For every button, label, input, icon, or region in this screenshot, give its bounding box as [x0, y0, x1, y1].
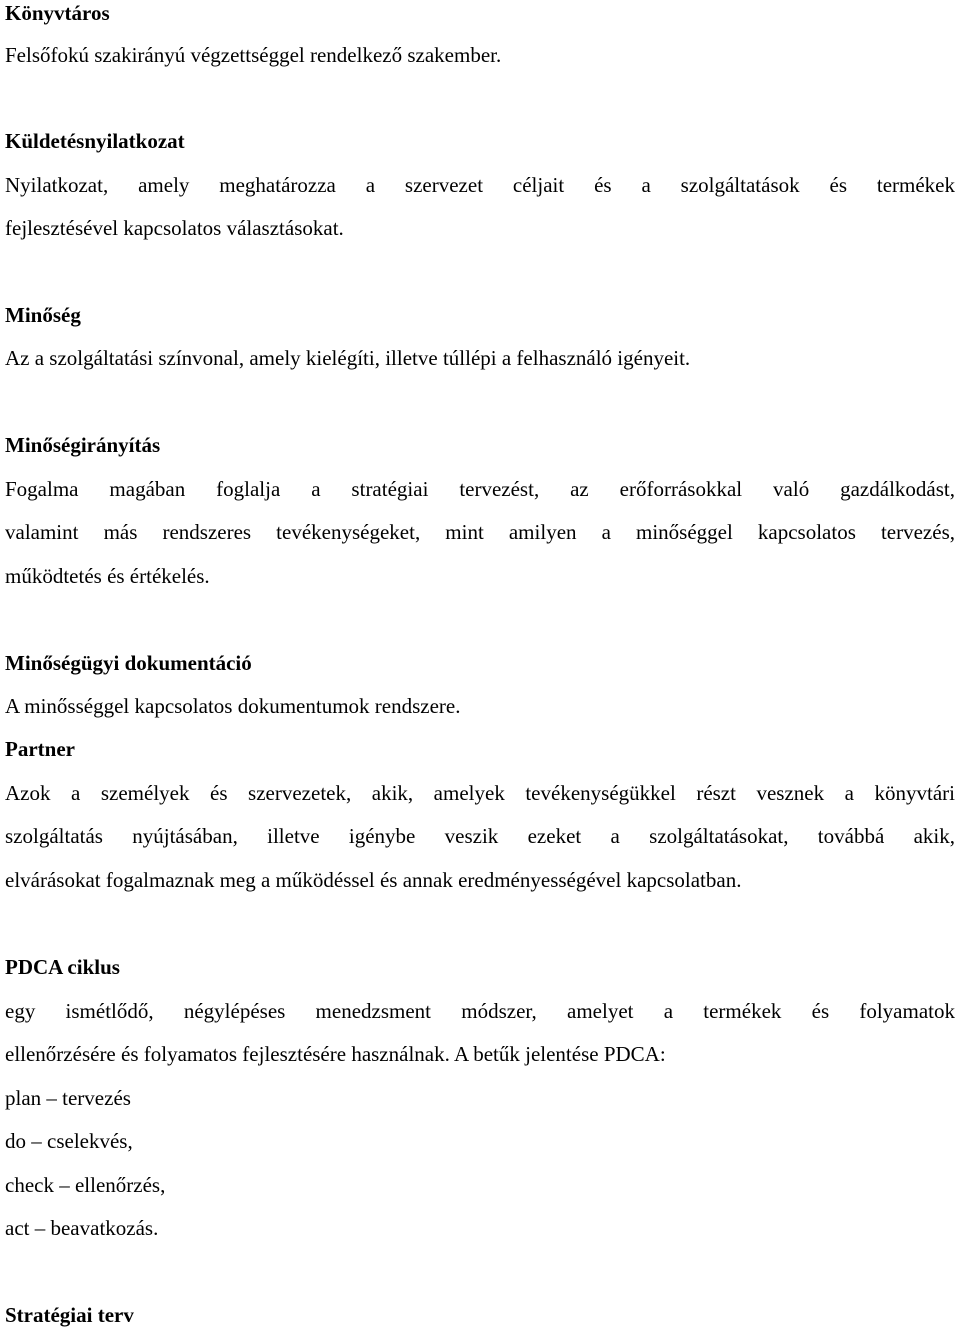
term-strategiai-terv: Stratégiai terv [5, 1303, 134, 1327]
definition-line: fejlesztésével kapcsolatos választásokat. [5, 216, 344, 240]
definition-line: működtetés és értékelés. [5, 564, 210, 588]
pdca-item-act: act – beavatkozás. [5, 1216, 159, 1240]
definition-line: valamint más rendszeres tevékenységeket, mint amilyen a minőséggel kapcsolatos tervezés, [5, 520, 955, 544]
definition-line: ellenőrzésére és folyamatos fejlesztésére használnak. A betűk jelentése PDCA: [5, 1042, 666, 1066]
term-minosegiranyitas: Minőségirányítás [5, 433, 161, 457]
term-kuldetesnyilatkozat: Küldetésnyilatkozat [5, 129, 185, 153]
term-minosegugyi-dokumentacio: Minőségügyi dokumentáció [5, 651, 252, 675]
definition-line: Felsőfokú szakirányú végzettséggel rendelkező szakember. [5, 43, 502, 67]
definition-line: Nyilatkozat, amely meghatározza a szervezet céljait és a szolgáltatások és termékek [5, 173, 955, 197]
definition-line: szolgáltatás nyújtásában, illetve igénybe veszik ezeket a szolgáltatásokat, továbbá akik, [5, 824, 955, 848]
definition-line: egy ismétlődő, négylépéses menedzsment módszer, amelyet a termékek és folyamatok [5, 999, 955, 1023]
term-minoseg: Minőség [5, 303, 81, 327]
definition-line: A minősséggel kapcsolatos dokumentumok rendszere. [5, 694, 461, 718]
pdca-item-check: check – ellenőrzés, [5, 1173, 166, 1197]
term-pdca-ciklus: PDCA ciklus [5, 955, 120, 979]
pdca-item-plan: plan – tervezés [5, 1086, 131, 1110]
definition-line: Azok a személyek és szervezetek, akik, amelyek tevékenységükkel részt vesznek a könyvtári [5, 781, 955, 805]
definition-line: Fogalma magában foglalja a stratégiai tervezést, az erőforrásokkal való gazdálkodást, [5, 477, 955, 501]
pdca-item-do: do – cselekvés, [5, 1129, 133, 1153]
term-konyvtaros: Könyvtáros [5, 1, 110, 25]
term-partner: Partner [5, 737, 75, 761]
definition-line: Az a szolgáltatási színvonal, amely kielégíti, illetve túllépi a felhasználó igényeit. [5, 346, 691, 370]
definition-line: elvárásokat fogalmaznak meg a működéssel és annak eredményességével kapcsolatban. [5, 868, 742, 892]
